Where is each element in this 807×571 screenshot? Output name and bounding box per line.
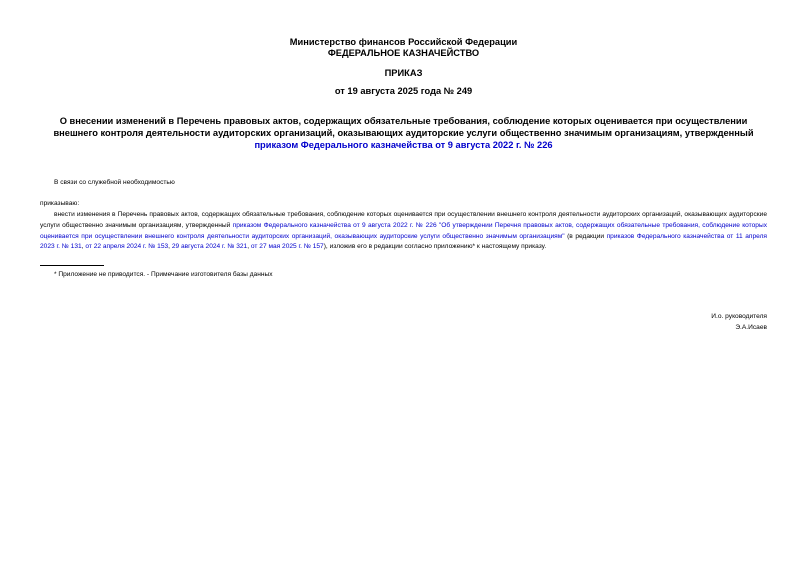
order-link-153[interactable]: от 22 апреля 2024 г. № 153 bbox=[85, 243, 169, 251]
signature-name: Э.А.Исаев bbox=[735, 324, 767, 331]
title-text: О внесении изменений в Перечень правовых актов, содержащих обязательные требования, соблюдение которых оценивается при осуществлении внешнего контроля деятельности аудиторских организаций, оказывающих аудиторские услуги общественно значимым организациям, утвержденный bbox=[53, 116, 754, 138]
footnote: * Приложение не приводится. - Примечание изготовителя базы данных bbox=[54, 271, 273, 278]
ministry-name: Министерство финансов Российской Федерации bbox=[289, 37, 518, 47]
title-link[interactable]: приказом Федерального казначейства от 9 августа 2022 г. № 226 bbox=[254, 140, 553, 150]
document-title bbox=[40, 115, 767, 151]
order-link-131[interactable]: приказов Федерального казначейства от 11 апреля 2023 г. № 131 bbox=[40, 232, 767, 251]
paragraph-text-edition: (в редакции bbox=[564, 232, 607, 240]
separator: , bbox=[247, 243, 251, 251]
order-word: приказываю: bbox=[40, 200, 80, 207]
document-type: ПРИКАЗ bbox=[384, 68, 423, 78]
separator: , bbox=[81, 243, 86, 251]
document-date: от 19 августа 2025 года № 249 bbox=[334, 86, 473, 96]
order-link-226[interactable]: приказом Федерального казначейства от 9 августа 2022 г. № 226 "Об утверждении Перечня правовых актов, содержащих обязательные требования, соблюдение которых оценивается при осуществлении внешнего контроля деятельности аудиторских организаций, оказывающих аудиторские услуги общественно значимым организациям" bbox=[40, 221, 767, 240]
order-link-321[interactable]: 29 августа 2024 г. № 321 bbox=[171, 243, 248, 251]
order-link-157[interactable]: от 27 мая 2025 г. № 157 bbox=[250, 243, 324, 251]
agency-name: ФЕДЕРАЛЬНОЕ КАЗНАЧЕЙСТВО bbox=[327, 48, 480, 58]
paragraph-text-end: ), изложив его в редакции согласно приложению* к настоящему приказу. bbox=[323, 243, 547, 251]
separator: , bbox=[168, 243, 172, 251]
order-paragraph bbox=[40, 210, 767, 253]
intro-text: В связи со служебной необходимостью bbox=[54, 179, 175, 186]
signature-position: И.о. руководителя bbox=[711, 313, 767, 320]
paragraph-text: внести изменения в Перечень правовых актов, содержащих обязательные требования, соблюдение которых оценивается при осуществлении внешнего контроля деятельности аудиторских организаций, оказывающих аудиторские услуги общественно значимым организациям, утвержденный bbox=[40, 211, 767, 229]
footnote-divider bbox=[40, 265, 104, 266]
